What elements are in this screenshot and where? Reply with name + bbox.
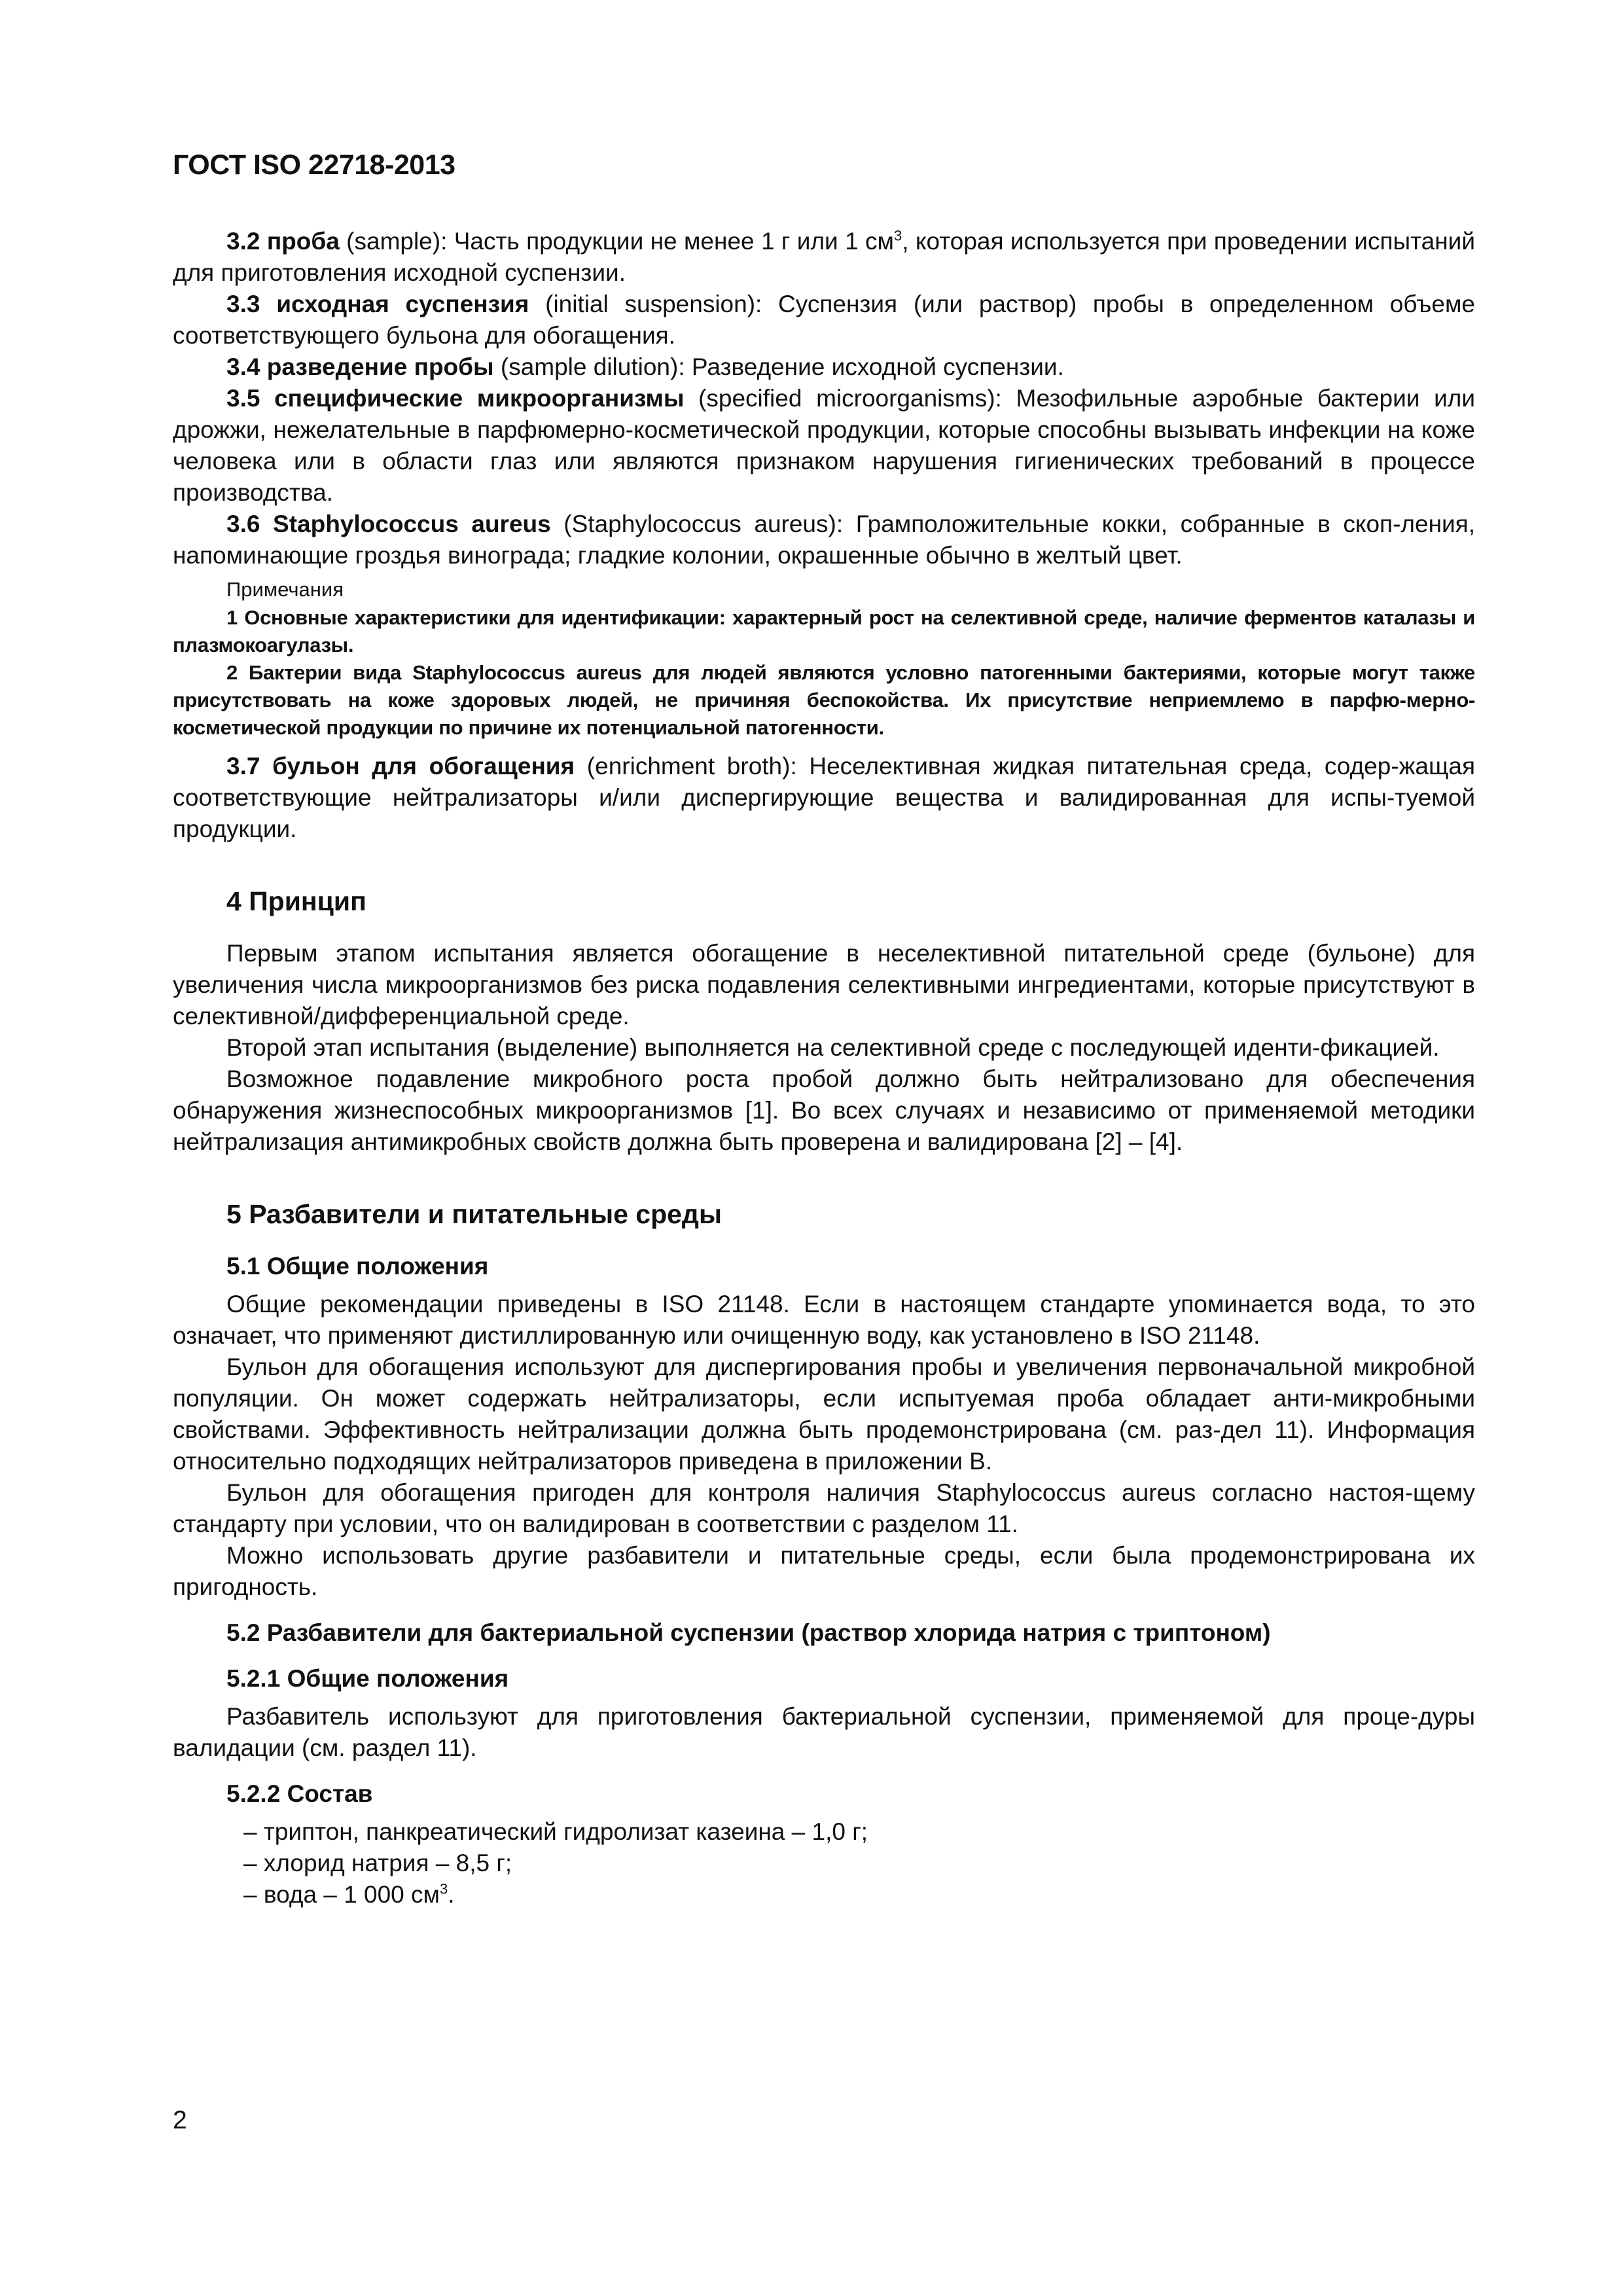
definition-term: специфические микроорганизмы (274, 385, 685, 412)
definition-text: (specified microorganisms): Мезофильные аэробные бактерии или дрожжи, нежелательные в парфюмерно-косметической продукции, которые способны вызывать инфекции на коже человека или в области глаз или являются признаком нарушения гигиенических требований в процессе производства. (173, 385, 1475, 506)
document-content (173, 226, 1475, 1910)
definition-text: (sample): Часть продукции не менее 1 г или 1 см (339, 228, 894, 255)
section-4-paragraph-1: Первым этапом испытания является обогащение в неселективной питательной среде (бульоне) для увеличения числа микроорганизмов без риска подавления селективными ингредиентами, которые присутствуют в селективной/дифференциальной среде. (173, 940, 1475, 1030)
definition-3-3 (173, 289, 1475, 351)
definition-text: (Staphylococcus aureus): Грамположительные кокки, собранные в скоп-ления, напоминающие гроздья винограда; гладкие колонии, окрашенные обычно в желтый цвет. (173, 511, 1475, 569)
definition-3-6 (173, 509, 1475, 571)
section-5-1-paragraph-1: Общие рекомендации приведены в ISO 21148. Если в настоящем стандарте упоминается вода, то это означает, что применяют дистиллированную или очищенную воду, как установлено в ISO 21148. (173, 1291, 1475, 1349)
definition-number: 3.5 (226, 385, 260, 412)
definition-text-cont: , которая используется при проведении испытаний для приготовления исходной суспензии. (173, 228, 1475, 286)
section-5-1-paragraph-4: Можно использовать другие разбавители и питательные среды, если была продемонстрирована их пригодность. (173, 1542, 1475, 1600)
definition-term: разведение пробы (266, 353, 494, 380)
definition-number: 3.4 (226, 353, 260, 380)
section-4-paragraph-3: Возможное подавление микробного роста пробой должно быть нейтрализовано для обеспечения обнаружения жизнеспособных микроорганизмов [1]. Во всех случаях и независимо от применяемой методики нейтрализация антимикробных свойств должна быть проверена и валидирована [2] – [4]. (173, 1066, 1475, 1155)
composition-item-3-end: . (448, 1881, 455, 1908)
section-5-2-1-heading: 5.2.1 Общие положения (226, 1665, 509, 1692)
document-header: ГОСТ ISO 22718-2013 (173, 149, 455, 181)
definition-term: Staphylococcus aureus (273, 511, 551, 537)
section-5-2-1-paragraph: Разбавитель используют для приготовления бактериальной суспензии, применяемой для проце-дуры валидации (см. раздел 11). (173, 1703, 1475, 1761)
section-5-1-heading: 5.1 Общие положения (226, 1253, 489, 1280)
section-4-heading: 4 Принцип (226, 886, 366, 916)
definition-term: исходная суспензия (276, 291, 529, 317)
section-5-1-paragraph-2: Бульон для обогащения используют для диспергирования пробы и увеличения первоначальной микробной популяции. Он может содержать нейтрализаторы, если испытуемая проба обладает анти-микробными свойствами. Эффективность нейтрализации должна быть продемонстрирована (см. раз-дел 11). Информация относительно подходящих нейтрализаторов приведена в приложении В. (173, 1354, 1475, 1475)
definition-number: 3.2 (226, 228, 260, 255)
definition-text: (enrichment broth): Неселективная жидкая питательная среда, содер-жащая соответствующие нейтрализаторы и/или диспергирующие вещества и валидированная для испы-туемой продукции. (173, 753, 1476, 842)
page-number: 2 (173, 2106, 187, 2134)
composition-item-3 (243, 1879, 1475, 1910)
section-5-2-heading: 5.2 Разбавители для бактериальной суспензии (раствор хлорида натрия с триптоном) (226, 1619, 1271, 1646)
definition-text: (sample dilution): Разведение исходной суспензии. (493, 353, 1064, 380)
definition-term: проба (266, 228, 340, 255)
note-1: 1 Основные характеристики для идентификации: характерный рост на селективной среде, наличие ферментов каталазы и плазмокоагулазы. (173, 606, 1475, 656)
composition-item-1: – триптон, панкреатический гидролизат казеина – 1,0 г; (243, 1818, 868, 1845)
composition-item-3-text: – вода – 1 000 см (243, 1881, 440, 1908)
section-5-1-paragraph-3: Бульон для обогащения пригоден для контроля наличия Staphylococcus aureus согласно настоя-щему стандарту при условии, что он валидирован в соответствии с разделом 11. (173, 1479, 1475, 1537)
notes-heading: Примечания (226, 578, 344, 601)
definition-3-2 (173, 226, 1475, 289)
definition-number: 3.3 (226, 291, 260, 317)
section-5-heading: 5 Разбавители и питательные среды (226, 1199, 722, 1229)
note-2: 2 Бактерии вида Staphylococcus aureus для людей являются условно патогенными бактериями, которые могут также присутствовать на коже здоровых людей, не причиняя беспокойства. Их присутствие неприемлемо в парфю-мерно-косметической продукции по причине их потенциальной патогенности. (173, 661, 1475, 739)
definition-3-7 (173, 751, 1475, 845)
superscript: 3 (439, 1880, 448, 1897)
composition-item-2: – хлорид натрия – 8,5 г; (243, 1850, 512, 1876)
definition-number: 3.7 (226, 753, 260, 780)
definition-3-4 (173, 351, 1475, 383)
section-4-paragraph-2: Второй этап испытания (выделение) выполняется на селективной среде с последующей иденти-фикацией. (226, 1034, 1440, 1061)
definition-text: (initial suspension): Суспензия (или раствор) пробы в определенном объеме соответствующего бульона для обогащения. (173, 291, 1475, 349)
definition-3-5 (173, 383, 1475, 509)
definition-term: бульон для обогащения (272, 753, 575, 780)
section-5-2-2-heading: 5.2.2 Состав (226, 1780, 373, 1807)
definition-number: 3.6 (226, 511, 260, 537)
superscript: 3 (893, 227, 902, 244)
